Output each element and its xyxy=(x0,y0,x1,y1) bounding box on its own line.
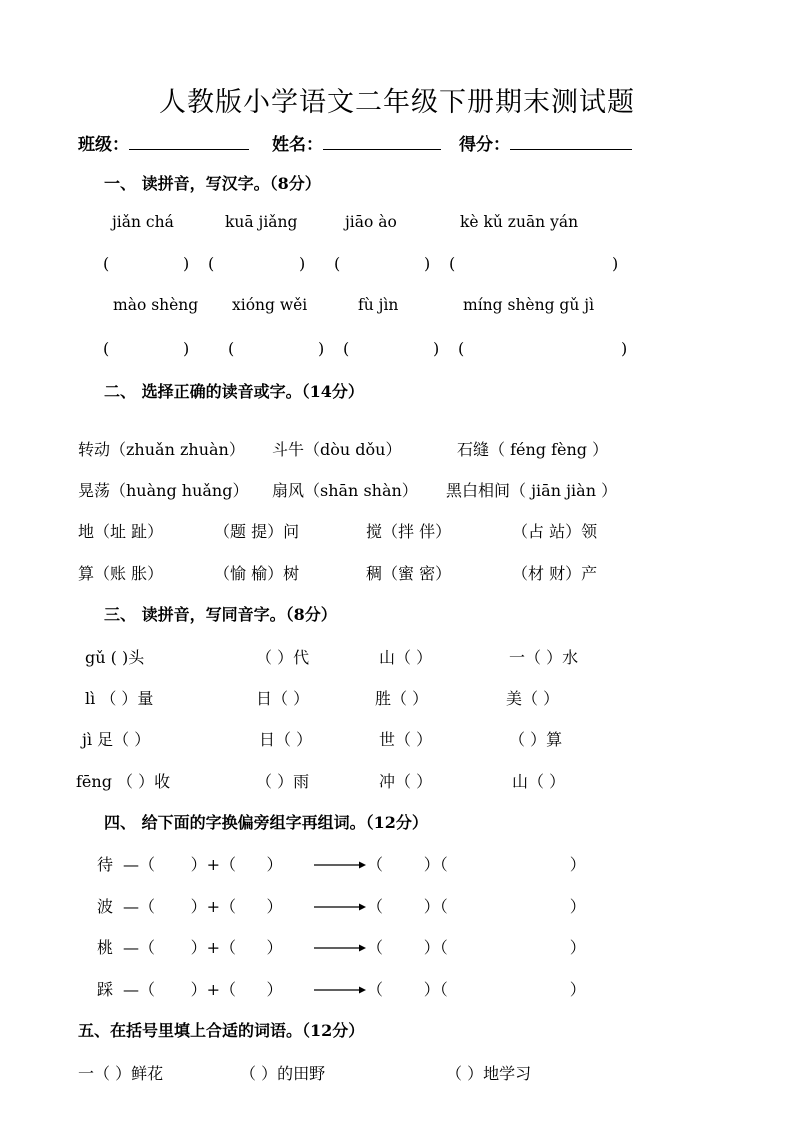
section-5-heading: 五、在括号里填上合适的词语。（12分） xyxy=(78,1021,365,1040)
s2-item[interactable]: （题 提）问 xyxy=(214,522,300,541)
s1-answer-6[interactable]: ( xyxy=(228,339,235,358)
score-label: 得分： xyxy=(459,135,510,155)
section-3-heading: 三、 读拼音，写同音字。（8分） xyxy=(104,605,337,624)
s3-item[interactable]: 世（ ） xyxy=(379,730,433,749)
s3-item[interactable]: jì 足（ ） xyxy=(82,730,151,749)
arrow-right-icon xyxy=(314,943,366,953)
s2-item[interactable]: 稠（蜜 密） xyxy=(366,564,452,583)
s3-item[interactable]: lì （ ）量 xyxy=(85,689,154,708)
s2-item[interactable]: （愉 榆）树 xyxy=(214,564,300,583)
s2-item[interactable]: 斗牛（dòu dǒu） xyxy=(272,440,402,459)
s4-char: 桃 xyxy=(97,938,114,957)
s3-item[interactable]: gǔ ( )头 xyxy=(85,648,145,667)
s2-item[interactable]: 扇风（shān shàn） xyxy=(272,481,418,500)
s1-pinyin-1: jiǎn chá xyxy=(112,213,174,231)
s2-item[interactable]: 搅（拌 伴） xyxy=(366,522,452,541)
s3-item[interactable]: 美（ ） xyxy=(506,689,560,708)
s1-answer-2[interactable]: ( xyxy=(208,254,215,273)
s2-item[interactable]: 地（址 趾） xyxy=(78,522,164,541)
s2-item[interactable]: （材 财）产 xyxy=(512,564,598,583)
s4-radical-blanks[interactable]: —（ ）+（ ） xyxy=(123,897,283,916)
class-label: 班级： xyxy=(78,135,129,155)
s3-item[interactable]: fēng （ ）收 xyxy=(76,772,171,791)
s1-pinyin-3: jiāo ào xyxy=(345,213,397,231)
s5-item[interactable]: （ ）地学习 xyxy=(446,1064,532,1083)
s1-answer-4[interactable]: ( xyxy=(449,254,456,273)
s4-char: 踩 xyxy=(97,980,114,999)
s3-item[interactable]: 日（ ） xyxy=(256,689,310,708)
s3-item[interactable]: 山（ ） xyxy=(379,648,433,667)
arrow-right-icon xyxy=(314,902,366,912)
s4-radical-blanks[interactable]: —（ ）+（ ） xyxy=(123,855,283,874)
s3-item[interactable]: 一（ ）水 xyxy=(509,648,579,667)
s1-pinyin-2: kuā jiǎng xyxy=(225,213,298,231)
s2-item[interactable]: 转动（zhuǎn zhuàn） xyxy=(78,440,245,459)
score-field[interactable] xyxy=(459,130,632,155)
s3-item[interactable]: 山（ ） xyxy=(512,772,566,791)
s1-answer-7[interactable]: ( xyxy=(343,339,350,358)
s2-item[interactable]: 石缝（ féng fèng ） xyxy=(457,440,609,459)
class-field[interactable] xyxy=(78,130,249,155)
section-2-heading: 二、 选择正确的读音或字。（14分） xyxy=(104,382,364,401)
s3-item[interactable]: 日（ ） xyxy=(259,730,313,749)
name-field[interactable] xyxy=(272,130,441,155)
s4-word-blanks[interactable]: （ ）（ ） xyxy=(367,938,586,957)
s1-pinyin-7: fù jìn xyxy=(358,296,399,314)
s2-item[interactable]: （占 站）领 xyxy=(512,522,598,541)
arrow-right-icon xyxy=(314,860,366,870)
name-label: 姓名： xyxy=(272,135,323,155)
s1-pinyin-4: kè kǔ zuān yán xyxy=(460,213,579,231)
s1-answer-3[interactable]: ( xyxy=(334,254,341,273)
s3-item[interactable]: （ ）代 xyxy=(256,648,310,667)
s1-pinyin-6: xióng wěi xyxy=(232,296,308,314)
s2-item[interactable]: 算（账 胀） xyxy=(78,564,164,583)
s4-radical-blanks[interactable]: —（ ）+（ ） xyxy=(123,938,283,957)
s5-item[interactable]: （ ）的田野 xyxy=(240,1064,326,1083)
section-1-heading: 一、 读拼音，写汉字。（8分） xyxy=(104,174,321,193)
s4-radical-blanks[interactable]: —（ ）+（ ） xyxy=(123,980,283,999)
s1-answer-5[interactable]: ( xyxy=(103,339,110,358)
s3-item[interactable]: （ ）算 xyxy=(509,730,563,749)
s1-answer-1[interactable]: ( xyxy=(103,254,110,273)
s3-item[interactable]: 胜（ ） xyxy=(375,689,429,708)
s4-word-blanks[interactable]: （ ）（ ） xyxy=(367,980,586,999)
section-4-heading: 四、 给下面的字换偏旁组字再组词。（12分） xyxy=(104,813,428,832)
s4-word-blanks[interactable]: （ ）（ ） xyxy=(367,855,586,874)
s1-pinyin-5: mào shèng xyxy=(113,296,199,314)
s1-answer-8[interactable]: ( xyxy=(458,339,465,358)
s4-word-blanks[interactable]: （ ）（ ） xyxy=(367,897,586,916)
s1-pinyin-8: míng shèng gǔ jì xyxy=(463,296,595,314)
s3-item[interactable]: 冲（ ） xyxy=(379,772,433,791)
s3-item[interactable]: （ ）雨 xyxy=(256,772,310,791)
arrow-right-icon xyxy=(314,985,366,995)
s5-item[interactable]: 一（ ）鲜花 xyxy=(78,1064,164,1083)
s2-item[interactable]: 晃荡（huàng huǎng） xyxy=(78,481,249,500)
s4-char: 待 xyxy=(97,855,114,874)
page-title: 人教版小学语文二年级下册期末测试题 xyxy=(159,87,635,118)
s2-item[interactable]: 黑白相间（ jiān jiàn ） xyxy=(446,481,618,500)
s4-char: 波 xyxy=(97,897,114,916)
